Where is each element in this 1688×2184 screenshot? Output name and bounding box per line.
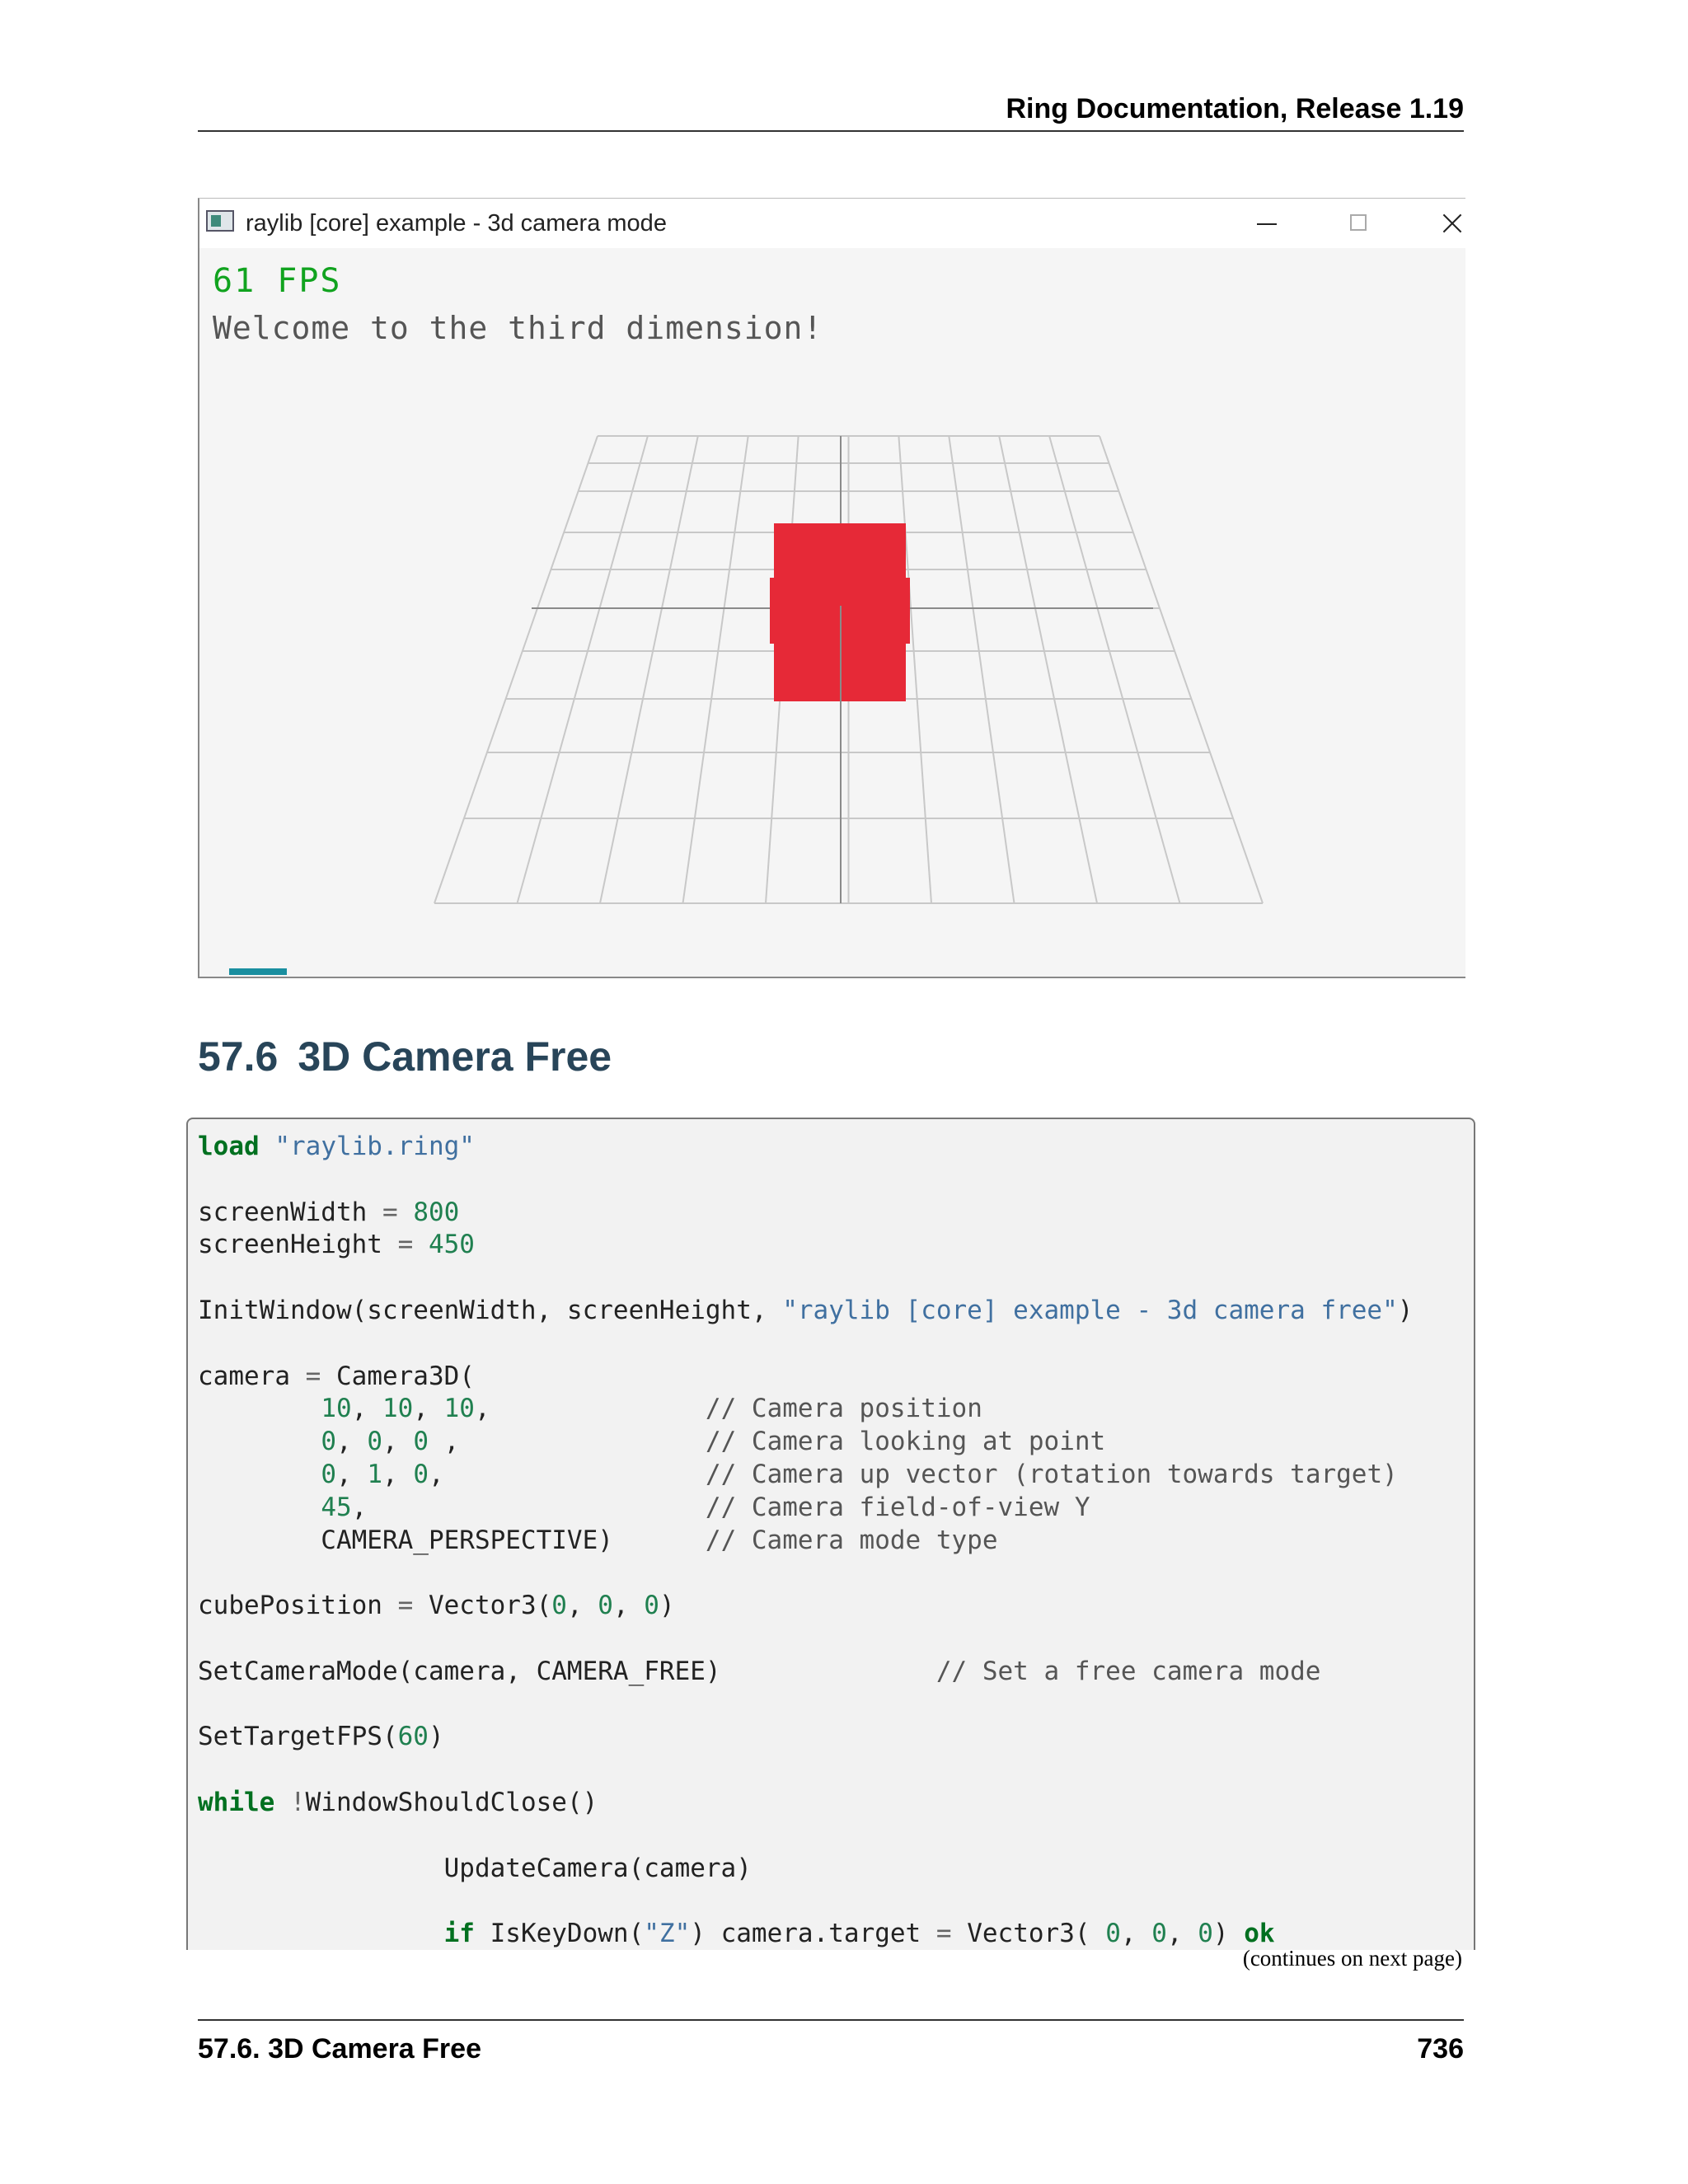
code-token: 0 bbox=[321, 1427, 336, 1457]
code-token: , bbox=[474, 1394, 706, 1424]
code-token: Vector3( bbox=[413, 1591, 552, 1621]
code-block bbox=[186, 1118, 1475, 1950]
page-number: 736 bbox=[1417, 2033, 1464, 2064]
grid-line bbox=[434, 436, 598, 903]
maximize-icon[interactable] bbox=[1334, 204, 1383, 243]
code-token: ) bbox=[428, 1722, 444, 1752]
code-line bbox=[198, 1919, 1275, 1948]
welcome-text: Welcome to the third dimension! bbox=[213, 310, 823, 346]
code-token: cubePosition bbox=[198, 1591, 398, 1621]
code-token: 10 bbox=[321, 1394, 352, 1424]
code-token: ) bbox=[1397, 1295, 1414, 1325]
code-token: ) bbox=[1212, 1919, 1245, 1949]
code-token: 0 bbox=[644, 1591, 659, 1621]
app-icon bbox=[206, 210, 234, 232]
code-token: 10 bbox=[382, 1394, 414, 1424]
code-token: "raylib [core] example - 3d camera free" bbox=[782, 1295, 1398, 1325]
code-token: , bbox=[382, 1427, 414, 1457]
code-token: = bbox=[305, 1361, 321, 1391]
continues-note: (continues on next page) bbox=[1242, 1946, 1462, 1971]
code-token bbox=[198, 1493, 321, 1522]
code-token: , bbox=[335, 1459, 368, 1489]
code-line bbox=[198, 1493, 1090, 1522]
code-line bbox=[198, 1722, 444, 1751]
code-token: // Camera mode type bbox=[705, 1525, 998, 1555]
code-token: 0 bbox=[413, 1459, 429, 1489]
code-token: 60 bbox=[397, 1722, 429, 1752]
code-token: ! bbox=[290, 1787, 306, 1817]
grid-line bbox=[1100, 436, 1263, 903]
code-token: ) bbox=[659, 1591, 675, 1621]
grid-line bbox=[999, 436, 1097, 903]
red-cube-top bbox=[774, 523, 906, 606]
footer-section-label: 57.6. 3D Camera Free bbox=[198, 2033, 481, 2064]
page-header bbox=[198, 91, 1464, 132]
code-line bbox=[198, 1788, 598, 1817]
code-token: 800 bbox=[413, 1197, 460, 1227]
code-token: // Set a free camera mode bbox=[935, 1656, 1321, 1686]
code-token: Vector3( bbox=[951, 1919, 1106, 1949]
window-titlebar bbox=[199, 199, 1465, 248]
code-line bbox=[198, 1197, 459, 1227]
code-token: "raylib.ring" bbox=[274, 1132, 475, 1161]
raylib-window-screenshot bbox=[198, 198, 1465, 978]
code-line bbox=[198, 1361, 475, 1391]
code-token: // Camera position bbox=[705, 1394, 982, 1424]
code-token: , bbox=[1120, 1919, 1152, 1949]
code-token bbox=[198, 1394, 321, 1423]
code-token: = bbox=[397, 1591, 414, 1621]
code-token: , bbox=[428, 1427, 706, 1457]
code-token: , bbox=[612, 1591, 645, 1621]
code-listing bbox=[188, 1119, 1474, 1950]
code-token: 0 bbox=[551, 1591, 567, 1621]
code-token: 1 bbox=[367, 1459, 382, 1489]
section-title-text: 3D Camera Free bbox=[298, 1033, 612, 1080]
code-token: 0 bbox=[598, 1591, 613, 1621]
code-token: // Camera field-of-view Y bbox=[705, 1492, 1090, 1522]
code-token: if bbox=[443, 1919, 475, 1949]
code-token bbox=[198, 1427, 321, 1456]
code-token: 0 bbox=[413, 1427, 429, 1457]
code-token: ok bbox=[1244, 1919, 1275, 1949]
code-token: 10 bbox=[443, 1394, 475, 1424]
grid-line bbox=[600, 436, 698, 903]
grid-line bbox=[1049, 436, 1179, 903]
code-line bbox=[198, 1132, 475, 1161]
running-header-title: Ring Documentation, Release 1.19 bbox=[1006, 93, 1464, 124]
code-line bbox=[198, 1526, 998, 1555]
code-token: IsKeyDown( bbox=[474, 1919, 645, 1949]
code-token: , bbox=[335, 1427, 368, 1457]
code-token: , bbox=[351, 1394, 382, 1424]
code-token: , bbox=[351, 1492, 706, 1522]
code-token: , bbox=[413, 1394, 444, 1424]
code-token bbox=[260, 1132, 275, 1161]
code-line bbox=[198, 1591, 675, 1620]
code-token: , bbox=[382, 1459, 414, 1489]
code-token: CAMERA_PERSPECTIVE) bbox=[198, 1525, 706, 1555]
page-footer bbox=[198, 2019, 1464, 2064]
code-token: screenHeight bbox=[198, 1230, 398, 1260]
code-token: camera bbox=[198, 1361, 306, 1391]
code-token: "Z" bbox=[644, 1919, 691, 1949]
code-line bbox=[198, 1296, 1413, 1325]
code-token: = bbox=[397, 1230, 414, 1260]
code-token: // Camera looking at point bbox=[705, 1427, 1106, 1457]
code-token: WindowShouldClose() bbox=[305, 1787, 598, 1817]
code-token: , bbox=[1166, 1919, 1198, 1949]
code-token: , bbox=[566, 1591, 598, 1621]
code-token: // Camera up vector (rotation towards target) bbox=[705, 1459, 1398, 1489]
code-token bbox=[274, 1788, 290, 1817]
grid-line bbox=[518, 436, 648, 903]
code-token: screenWidth bbox=[198, 1197, 382, 1227]
code-token: 450 bbox=[428, 1230, 475, 1260]
code-token: SetCameraMode(camera, CAMERA_FREE) bbox=[198, 1656, 936, 1686]
code-token: 0 bbox=[1105, 1919, 1121, 1949]
window-title: raylib [core] example - 3d camera mode bbox=[246, 210, 667, 237]
code-token: 0 bbox=[367, 1427, 382, 1457]
code-token bbox=[198, 1460, 321, 1489]
code-token: Camera3D( bbox=[321, 1361, 475, 1391]
code-line bbox=[198, 1657, 1320, 1686]
grid-line bbox=[949, 436, 1014, 903]
code-token: 0 bbox=[321, 1459, 336, 1489]
section-heading bbox=[198, 1032, 612, 1081]
code-line bbox=[198, 1427, 1105, 1456]
grid-line bbox=[683, 436, 748, 903]
code-token bbox=[198, 1919, 444, 1948]
fps-counter: 61 FPS bbox=[213, 262, 342, 300]
code-line bbox=[198, 1394, 982, 1423]
code-token: = bbox=[382, 1197, 398, 1227]
code-line bbox=[198, 1230, 475, 1259]
code-token bbox=[413, 1230, 429, 1259]
code-token bbox=[398, 1197, 414, 1227]
code-token: , bbox=[428, 1459, 706, 1489]
code-token: 0 bbox=[1151, 1919, 1167, 1949]
code-line bbox=[198, 1460, 1398, 1489]
close-icon[interactable] bbox=[1428, 204, 1465, 243]
minimize-icon[interactable] bbox=[1242, 204, 1292, 243]
taskbar-strip bbox=[229, 968, 287, 975]
code-token: SetTargetFPS( bbox=[198, 1722, 398, 1752]
code-line bbox=[198, 1854, 752, 1883]
code-token: 0 bbox=[1198, 1919, 1213, 1949]
code-token: while bbox=[198, 1787, 275, 1817]
code-token: UpdateCamera(camera) bbox=[198, 1853, 752, 1883]
section-number: 57.6 bbox=[198, 1033, 279, 1080]
code-token: = bbox=[935, 1919, 952, 1949]
code-token: load bbox=[198, 1132, 260, 1161]
code-token: 45 bbox=[321, 1492, 352, 1522]
code-token: InitWindow(screenWidth, screenHeight, bbox=[198, 1295, 783, 1325]
code-token: ) camera.target bbox=[690, 1919, 936, 1949]
